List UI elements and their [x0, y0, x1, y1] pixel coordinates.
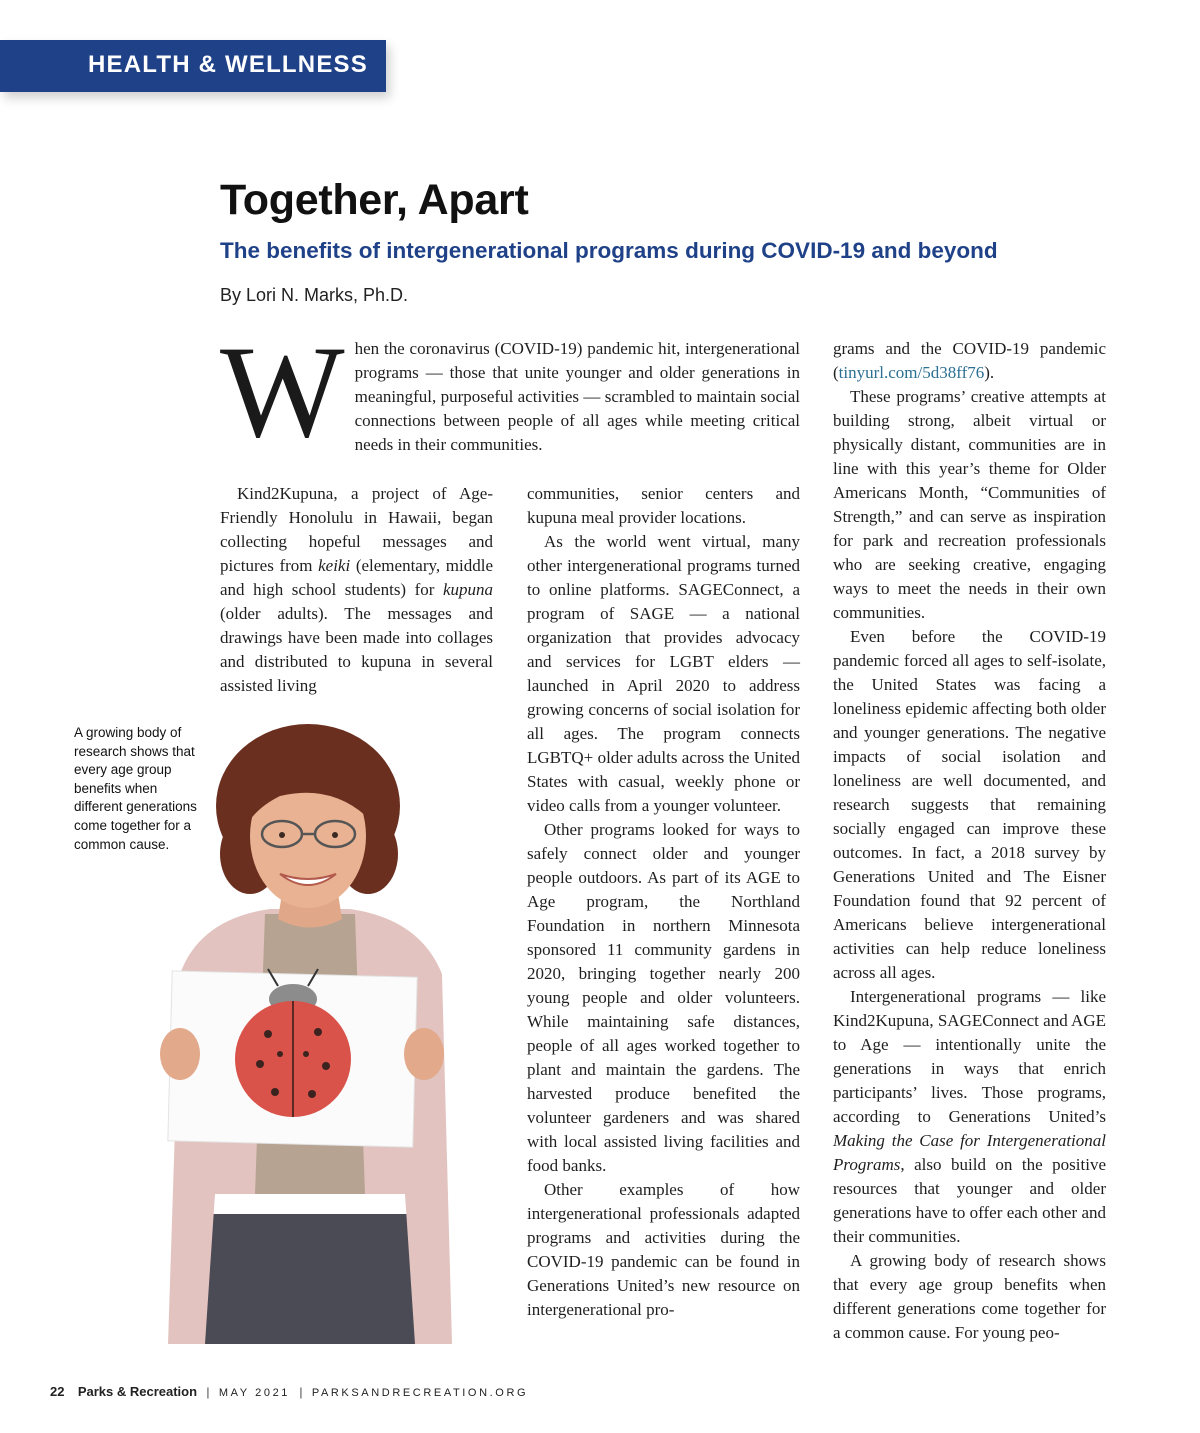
paragraph: These programs’ creative attempts at building strong, albeit virtual or physically distant, communities are in line with this year’s theme for Older Americans Month, “Communities of Strength,” and can serve as inspiration for park and recreation professionals who are seeking creative, engaging ways to meet the needs in their own communities.	[833, 387, 1106, 622]
text-run: Kind2Kupuna, a project of Age-Friendly Honolulu in Hawaii, began collecting hopeful messages and pictures from	[220, 484, 493, 575]
text-run: (elementary, middle and high school students) for	[220, 556, 493, 599]
section-label: HEALTH & WELLNESS	[88, 51, 368, 78]
text-run: , also build on the positive resources that younger and older generations have to offer each other and their communities.	[833, 1155, 1106, 1246]
byline: By Lori N. Marks, Ph.D.	[220, 285, 409, 305]
article-title: Together, Apart	[220, 176, 529, 224]
senior-woman-holding-ladybug-drawing-icon	[160, 724, 460, 1344]
paragraph: Other programs looked for ways to safely connect older and younger people outdoors. As part of its AGE to Age program, the Northland Foundation in northern Minnesota sponsored 11 community gardens in 2020, bringing together nearly 200 young people and older volunteers. While maintaining safe distances, people of all ages worked together to plant and maintain the gardens. The harvested produce benefited the volunteer gardeners and was shared with local assisted living facilities and food banks.	[527, 820, 800, 1175]
paragraph	[220, 482, 493, 698]
text-run: ).	[984, 363, 995, 382]
footer-separator: |	[206, 1385, 210, 1399]
italic-term: keiki	[318, 556, 351, 575]
column-2	[527, 482, 800, 1322]
text-run: Intergenerational programs — like Kind2Kupuna, SAGEConnect and AGE to Age — intentionally unite the generations in ways that enrich participants’ lives. Those programs, according to Generations United’s	[833, 987, 1106, 1126]
issue-date: MAY 2021	[218, 1387, 291, 1399]
lead-paragraph	[220, 318, 800, 465]
paragraph	[833, 985, 1106, 1249]
paragraph: communities, senior centers and kupuna meal provider locations.	[527, 484, 800, 527]
section-tab	[0, 40, 386, 92]
lead-text: hen the coronavirus (COVID-19) pandemic hit, intergenerational programs — those that unite younger and older generations in meaningful, purposeful activities — scrambled to maintain social connections between people of all ages while meeting critical needs in their communities.	[354, 339, 800, 454]
photo-caption: A growing body of research shows that every age group benefits when different generations come together for a common cause.	[74, 725, 197, 852]
paragraph: Other examples of how intergenerational professionals adapted programs and activities during the COVID-19 pandemic can be found in Generations United’s new resource on intergenerational pro-	[527, 1180, 800, 1319]
tinyurl-link[interactable]: tinyurl.com/5d38ff76	[838, 363, 985, 382]
paragraph	[833, 337, 1106, 385]
column-1	[220, 482, 493, 698]
article-subtitle: The benefits of intergenerational programs during COVID-19 and beyond	[220, 238, 998, 263]
page-number: 22	[50, 1384, 65, 1399]
paragraph: As the world went virtual, many other intergenerational programs turned to online platforms. SAGEConnect, a program of SAGE — a national organization that provides advocacy and services for LGBT elders — launched in April 2020 to address growing concerns of social isolation for all ages. The program connects LGBTQ+ older adults across the United States with casual, weekly phone or video calls from a younger volunteer.	[527, 532, 800, 815]
paragraph: Even before the COVID-19 pandemic forced all ages to self-isolate, the United States was facing a loneliness epidemic affecting both older and younger generations. The negative impacts of social isolation and loneliness are well documented, and research suggests that remaining socially engaged can improve these outcomes. In fact, a 2018 survey by Generations United and The Eisner Foundation found that 92 percent of Americans believe intergenerational activities can help reduce loneliness across all ages.	[833, 627, 1106, 982]
italic-term: kupuna	[442, 580, 493, 599]
website[interactable]: PARKSANDRECREATION.ORG	[311, 1387, 529, 1399]
drop-cap: W	[220, 318, 345, 465]
magazine-name: Parks & Recreation	[77, 1384, 198, 1399]
publication-title: Making the Case for Intergenerational Programs	[833, 1131, 1106, 1174]
text-run: (older adults). The messages and drawings have been made into collages and distributed to kupuna in several assisted living	[220, 604, 493, 695]
column-3	[833, 337, 1106, 1345]
page-footer	[50, 1384, 528, 1399]
text-run: grams and the COVID-19 pandemic (	[833, 339, 1106, 382]
paragraph: A growing body of research shows that every age group benefits when different generations come together for a common cause. For young peo-	[833, 1251, 1106, 1342]
footer-separator: |	[299, 1385, 303, 1399]
